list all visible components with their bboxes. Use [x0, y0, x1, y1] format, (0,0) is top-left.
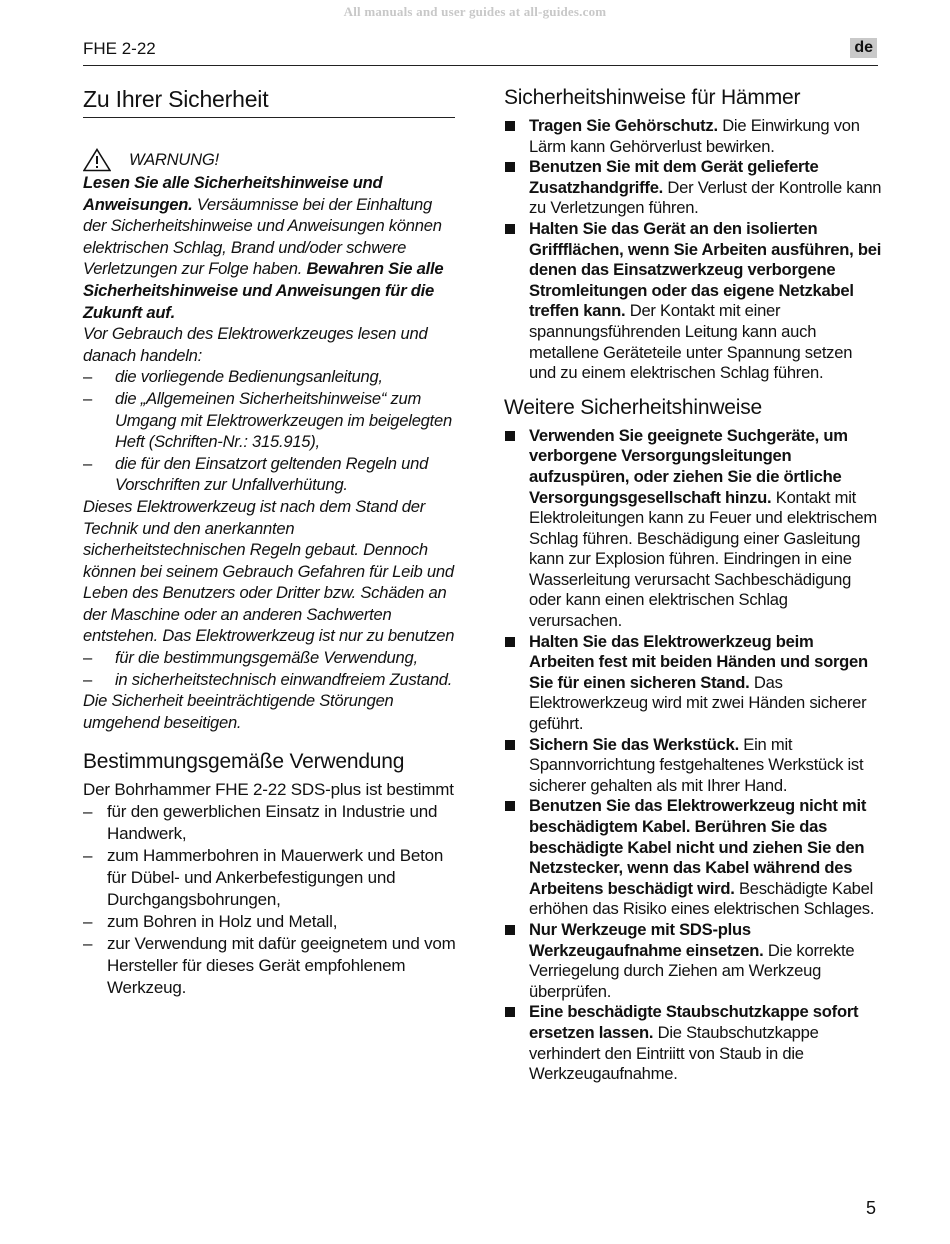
- list-item: [83, 845, 458, 911]
- item-bold: Halten Sie das Elektrowerkzeug beim Arbeiten fest mit beiden Händen und sorgen Sie für einen sicheren Stand.: [529, 631, 868, 692]
- list-item-text: zur Verwendung mit dafür geeignetem und vom Hersteller für dieses Gerät empfohlenem Werkzeug.: [107, 934, 456, 998]
- left-column: [83, 86, 458, 999]
- language-badge: de: [850, 38, 877, 58]
- list-item: [83, 669, 458, 691]
- list-item-text: die für den Einsatzort geltenden Regeln und Vorschriften zur Unfallverhütung.: [115, 453, 429, 495]
- warning-bold-2: Bewahren Sie alle Sicherheitshinweise und Anweisungen für die Zukunft auf.: [83, 259, 444, 322]
- further-list: [504, 426, 882, 1085]
- list-item: [504, 219, 882, 384]
- dash-marker: –: [83, 934, 93, 954]
- list-item: [83, 933, 458, 999]
- watermark: All manuals and user guides at all-guides.com: [343, 4, 607, 19]
- item-bold: Halten Sie das Gerät an den isolierten Griffflächen, wenn Sie Arbeiten ausführen, bei denen das Einsatzwerkzeug verborgene Stromleitungen oder das eigene Netzkabel treffen kann.: [529, 218, 882, 321]
- state-of-art-paragraph: Dieses Elektrowerkzeug ist nach dem Stand der Technik und den anerkannten sicherheitstechnischen Regeln gebaut. Dennoch können bei seinem Gebrauch Gefahren für Leib und Leben des Benutzers oder Dritter bzw. Schäden an der Maschine oder an anderen Sachwerten entstehen. Das Elektrowerkzeug ist nur zu benutzen: [83, 496, 455, 646]
- item-bold: Benutzen Sie mit dem Gerät gelieferte Zusatzhandgriffe.: [529, 157, 819, 197]
- list-item: [83, 453, 458, 496]
- item-bold: Verwenden Sie geeignete Suchgeräte, um verborgene Versorgungsleitungen aufzuspüren, oder ziehen Sie die örtliche Versorgungsgesellschaft hinzu.: [529, 425, 848, 507]
- list-item: [504, 426, 882, 632]
- item-text: Die korrekte Verriegelung durch Ziehen am Werkzeug überprüfen.: [529, 940, 855, 1001]
- list-item-text: zum Bohren in Holz und Metall,: [107, 912, 338, 932]
- dash-marker: –: [83, 388, 92, 408]
- bullet-square-icon: [505, 121, 515, 131]
- bullet-square-icon: [505, 224, 515, 234]
- list-item: [83, 647, 458, 669]
- dash-marker: –: [83, 453, 92, 473]
- item-bold: Tragen Sie Gehörschutz.: [529, 116, 718, 135]
- list-item: [504, 632, 882, 735]
- bullet-square-icon: [505, 925, 515, 935]
- warning-text-1: Versäumnisse bei der Einhaltung der Sicherheitshinweise und Anweisungen können elektrischen Schlag, Brand und/oder schwere Verletzungen zur Folge haben.: [83, 194, 442, 279]
- warning-triangle-icon: [83, 148, 111, 172]
- section-title: Zu Ihrer Sicherheit: [83, 86, 455, 118]
- page-header: [83, 38, 878, 66]
- list-item: [504, 1002, 882, 1084]
- bullet-square-icon: [505, 431, 515, 441]
- list-item: [504, 920, 882, 1002]
- bullet-square-icon: [505, 801, 515, 811]
- list-item: [83, 366, 458, 388]
- item-text: Die Einwirkung von Lärm kann Gehörverlust bewirken.: [529, 116, 860, 156]
- list-item: [83, 801, 458, 845]
- item-text: Kontakt mit Elektroleitungen kann zu Feuer und elektrischem Schlag führen. Beschädigung einer Gasleitung kann zur Explosion führen. Eindringen in eine Wasserleitung verursacht Sachbeschädigung oder kann einen elektrischen Schlag verursachen.: [529, 487, 877, 631]
- model-name: FHE 2-22: [83, 39, 156, 58]
- dash-marker: –: [83, 648, 92, 668]
- dash-marker: –: [83, 802, 93, 822]
- warning-bold-1: Lesen Sie alle Sicherheitshinweise und Anweisungen.: [83, 173, 383, 214]
- read-before-use: Vor Gebrauch des Elektrowerkzeuges lesen und danach handeln:: [83, 324, 428, 365]
- item-text: Beschädigte Kabel erhöhen das Risiko eines elektrischen Schlages.: [529, 878, 875, 919]
- list-item-text: für den gewerblichen Einsatz in Industrie und Handwerk,: [107, 802, 438, 844]
- hammer-heading: Sicherheitshinweise für Hämmer: [504, 86, 801, 109]
- item-text: Das Elektrowerkzeug wird mit zwei Händen sicherer geführt.: [529, 672, 867, 734]
- list-item-text: in sicherheitstechnisch einwandfreiem Zustand.: [115, 669, 453, 689]
- bullet-square-icon: [505, 740, 515, 750]
- right-column: [504, 86, 882, 1085]
- dash-marker: –: [83, 912, 93, 932]
- dash-marker: –: [83, 669, 92, 689]
- list-item: [83, 388, 458, 453]
- list-item: [504, 796, 882, 920]
- usage-heading: Bestimmungsgemäße Verwendung: [83, 750, 405, 774]
- usage-intro: Der Bohrhammer FHE 2-22 SDS-plus ist bestimmt: [83, 780, 454, 800]
- bullet-square-icon: [505, 637, 515, 647]
- list-item-text: die vorliegende Bedienungsanleitung,: [115, 367, 383, 387]
- list-item-text: die „Allgemeinen Sicherheitshinweise“ zum Umgang mit Elektrowerkzeugen im beigelegten Heft (Schriften-Nr.: 315.915),: [115, 388, 452, 452]
- further-heading: Weitere Sicherheitshinweise: [504, 395, 763, 419]
- list-item: [504, 157, 882, 219]
- item-bold: Eine beschädigte Staubschutzkappe sofort ersetzen lassen.: [529, 1002, 859, 1042]
- item-text: Der Verlust der Kontrolle kann zu Verletzungen führen.: [529, 177, 882, 218]
- bullet-square-icon: [505, 162, 515, 172]
- usage-section: [83, 751, 458, 999]
- fault-paragraph: Die Sicherheit beeinträchtigende Störungen umgehend beseitigen.: [83, 691, 394, 732]
- dash-marker: –: [83, 846, 93, 866]
- page-number: 5: [865, 1198, 876, 1218]
- item-bold: Nur Werkzeuge mit SDS-plus Werkzeugaufnahme einsetzen.: [529, 919, 764, 960]
- bullet-square-icon: [505, 1007, 515, 1017]
- warning-paragraph: [83, 172, 458, 323]
- item-bold: Benutzen Sie das Elektrowerkzeug nicht mit beschädigtem Kabel. Berühren Sie das beschädigte Kabel nicht und ziehen Sie den Netzstecker, wenn das Kabel während des Arbeitens beschädigt wird.: [529, 796, 867, 898]
- list-item: [504, 116, 882, 157]
- list-item-text: für die bestimmungsgemäße Verwendung,: [115, 648, 418, 668]
- item-text: Der Kontakt mit einer spannungsführenden Leitung kann auch metallene Geräteteile unter Spannung setzen und zu einem elektrischen Schlag führen.: [529, 301, 853, 383]
- warning-title: [83, 148, 458, 172]
- hammer-list: [504, 116, 882, 384]
- list-item-text: zum Hammerbohren in Mauerwerk und Beton für Dübel- und Ankerbefestigungen und Durchgangsbohrungen,: [107, 846, 444, 910]
- item-bold: Sichern Sie das Werkstück.: [529, 734, 739, 754]
- dash-marker: –: [83, 367, 92, 387]
- list-item: [83, 911, 458, 933]
- list-item: [504, 735, 882, 797]
- warning-block: [83, 148, 458, 733]
- item-text: Ein mit Spannvorrichtung festgehaltenes Werkstück ist sicherer gehalten als mit Ihrer Hand.: [529, 734, 864, 795]
- warning-label: WARNUNG!: [129, 150, 219, 170]
- item-text: Die Staubschutzkappe verhindert den Eintriitt von Staub in die Werkzeugaufnahme.: [529, 1022, 819, 1084]
